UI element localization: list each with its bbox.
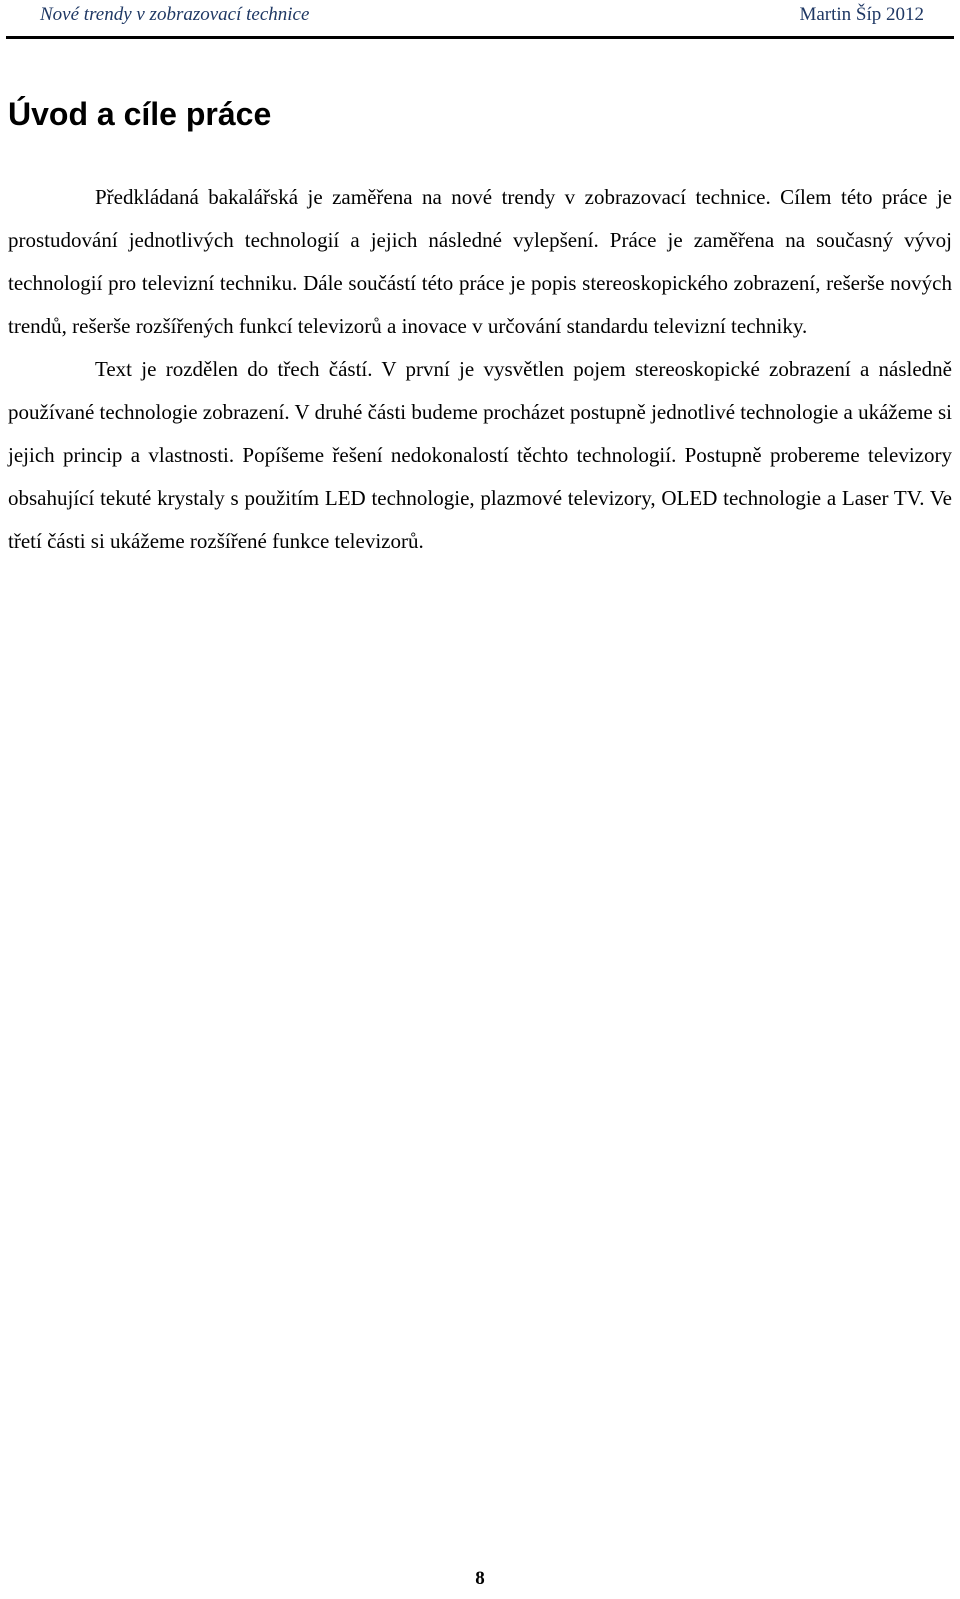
paragraph-structure: Text je rozdělen do třech částí. V první je vysvětlen pojem stereoskopické zobrazení a následně používané technologie zobrazení. V druhé části budeme procházet postupně jednotlivé technologie a ukážeme si jejich princip a vlastnosti. Popíšeme řešení nedokonalostí těchto technologií. Postupně probereme televizory obsahující tekuté krystaly s použitím LED technologie, plazmové televizory, OLED technologie a Laser TV. Ve třetí části si ukážeme rozšířené funkce televizorů. bbox=[8, 357, 952, 553]
page-header bbox=[6, 0, 954, 39]
page-number: 8 bbox=[475, 1568, 485, 1589]
paragraph-intro: Předkládaná bakalářská je zaměřena na nové trendy v zobrazovací technice. Cílem této práce je prostudování jednotlivých technologií a jejich následné vylepšení. Práce je zaměřena na současný vývoj technologií pro televizní techniku. Dále součástí této práce je popis stereoskopického zobrazení, rešerše nových trendů, rešerše rozšířených funkcí televizorů a inovace v určování standardu televizní techniky. bbox=[8, 185, 952, 338]
body-text bbox=[8, 176, 952, 563]
chapter-heading: Úvod a cíle práce bbox=[8, 96, 272, 132]
header-document-title: Nové trendy v zobrazovací technice bbox=[40, 4, 310, 25]
header-author-year: Martin Šíp 2012 bbox=[799, 4, 924, 25]
